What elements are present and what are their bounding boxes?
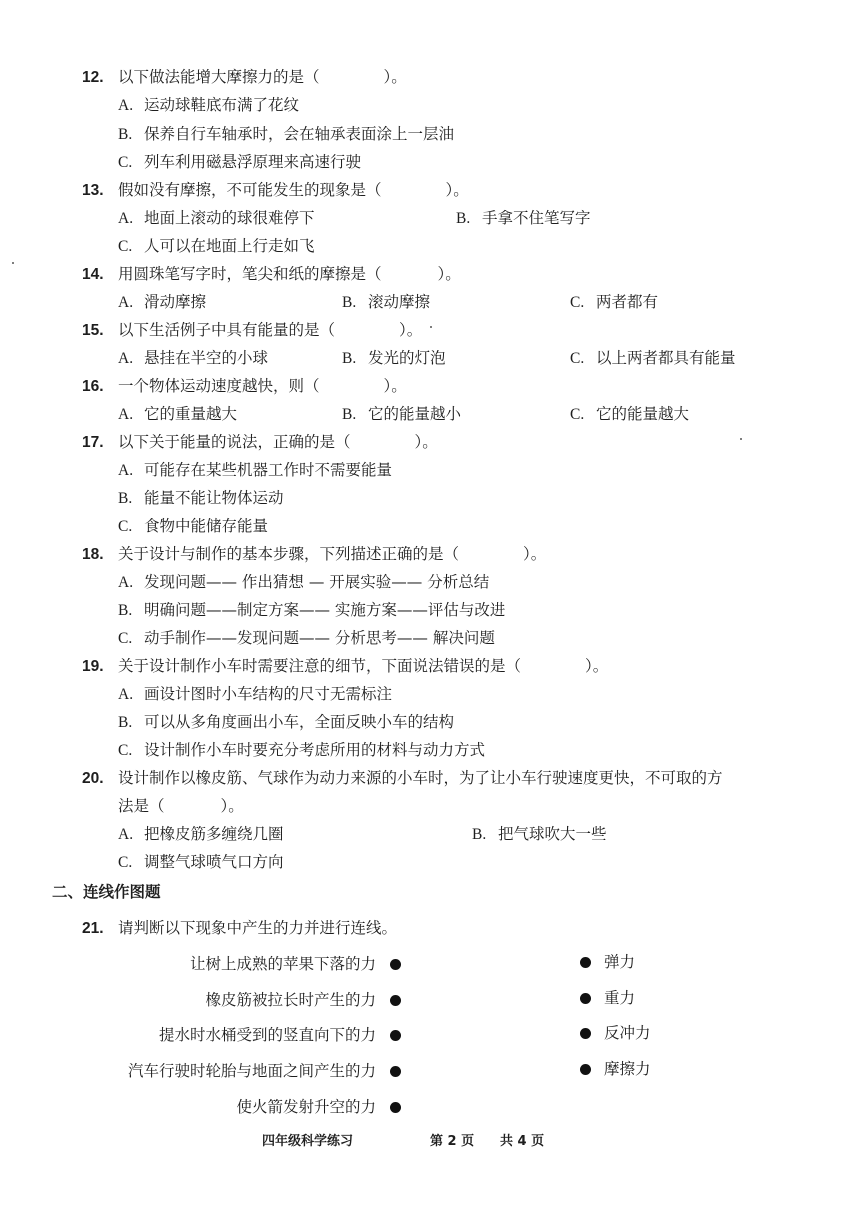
question-16: 16. 一个物体运动速度越快，则（ ）。 [82,377,407,395]
match-left-item: 汽车行驶时轮胎与地面之间产生的力 [127,1062,376,1080]
option-b: B. 手拿不住笔写字 [456,209,591,227]
footer-subject: 四年级科学练习 [262,1134,354,1149]
option-a: A. 滑动摩擦 [118,293,207,311]
option-a: A. 把橡皮筋多缠绕几圈 [118,825,284,843]
match-right-item: 反冲力 [604,1024,651,1042]
option-b: B. 能量不能让物体运动 [118,489,284,507]
question-number: 18. [82,546,104,563]
scan-speck [740,438,742,440]
option-b: B. 保养自行车轴承时，会在轴承表面涂上一层油 [118,125,455,143]
question-17: 17. 以下关于能量的说法，正确的是（ ）。 [82,433,438,451]
match-left-item: 让树上成熟的苹果下落的力 [189,955,376,973]
question-stem: 设计制作以橡皮筋、气球作为动力来源的小车时，为了让小车行驶速度更快，不可取的方 [118,769,723,787]
question-stem: 用圆珠笔写字时，笔尖和纸的摩擦是（ [118,265,382,283]
option-b: B. 把气球吹大一些 [472,825,607,843]
match-left-dot[interactable] [390,1066,401,1077]
match-left-item: 使火箭发射升空的力 [236,1098,376,1116]
question-stem: 以下关于能量的说法，正确的是（ [118,433,351,451]
option-a: A. 它的重量越大 [118,405,238,423]
option-b: B. 发光的灯泡 [342,349,446,367]
question-21 [82,918,397,939]
question-stem: 一个物体运动速度越快，则（ [118,377,320,395]
question-19: 19. 关于设计制作小车时需要注意的细节，下面说法错误的是（ ）。 [82,657,609,675]
option-c: C. 调整气球喷气口方向 [118,853,284,871]
match-left-dot[interactable] [390,995,401,1006]
option-c: C. 人可以在地面上行走如飞 [118,237,315,255]
option-a: A. 地面上滚动的球很难停下 [118,209,315,227]
option-a: A. 画设计图时小车结构的尺寸无需标注 [118,685,393,703]
match-left-item: 橡皮筋被拉长时产生的力 [205,991,376,1009]
question-stem: 关于设计制作小车时需要注意的细节，下面说法错误的是（ [118,657,522,675]
option-c: C. 食物中能储存能量 [118,517,269,535]
question-stem: 以下生活例子中具有能量的是（ [118,321,336,339]
question-number: 20. [82,770,104,787]
match-right-item: 摩擦力 [604,1060,651,1078]
option-c: C. 设计制作小车时要充分考虑所用的材料与动力方式 [118,741,486,759]
option-a: A. 发现问题—— 作出猜想 — 开展实验—— 分析总结 [118,573,490,591]
question-stem: 关于设计与制作的基本步骤，下列描述正确的是（ [118,545,460,563]
question-number: 19. [82,658,104,675]
question-number: 14. [82,266,104,283]
question-number: 13. [82,182,104,199]
footer-total-pages: 共 4 页 [500,1134,545,1149]
option-a: A. 悬挂在半空的小球 [118,349,269,367]
footer-page-number: 第 2 页 [430,1134,475,1149]
match-right-dot[interactable] [580,1064,591,1075]
question-number: 15. [82,322,104,339]
option-c: C. 列车利用磁悬浮原理来高速行驶 [118,153,362,171]
option-b: B. 可以从多角度画出小车，全面反映小车的结构 [118,713,455,731]
option-a: A. 运动球鞋底布满了花纹 [118,96,300,114]
match-left-dot[interactable] [390,1030,401,1041]
question-stem: 请判断以下现象中产生的力并进行连线。 [118,919,398,937]
option-b: B. 明确问题——制定方案—— 实施方案——评估与改进 [118,601,506,619]
question-20 [82,768,723,789]
match-left-item: 提水时水桶受到的竖直向下的力 [158,1026,376,1044]
match-right-dot[interactable] [580,957,591,968]
option-c: C. 动手制作——发现问题—— 分析思考—— 解决问题 [118,629,495,647]
question-number: 21. [82,920,104,937]
question-12: 12. 以下做法能增大摩擦力的是（ ）。 [82,68,407,86]
scan-speck [12,262,14,264]
match-right-item: 重力 [604,989,636,1007]
scan-speck [430,326,432,328]
question-stem: 假如没有摩擦，不可能发生的现象是（ [118,181,382,199]
option-c: C. 两者都有 [570,293,659,311]
option-c: C. 它的能量越大 [570,405,690,423]
question-stem: 以下做法能增大摩擦力的是（ [118,68,320,86]
option-a: A. 可能存在某些机器工作时不需要能量 [118,461,393,479]
option-b: B. 它的能量越小 [342,405,462,423]
question-20-line2: 法是（ ）。 [118,797,244,815]
question-number: 12. [82,69,104,86]
option-b: B. 滚动摩擦 [342,293,431,311]
question-number: 16. [82,378,104,395]
question-13: 13. 假如没有摩擦，不可能发生的现象是（ ）。 [82,181,469,199]
section-title: 二、连线作图题 [52,883,161,901]
question-15: 15. 以下生活例子中具有能量的是（ ）。 [82,321,423,339]
match-right-dot[interactable] [580,993,591,1004]
match-left-dot[interactable] [390,959,401,970]
question-number: 17. [82,434,104,451]
match-left-dot[interactable] [390,1102,401,1113]
match-right-dot[interactable] [580,1028,591,1039]
match-right-item: 弹力 [604,953,636,971]
question-18: 18. 关于设计与制作的基本步骤，下列描述正确的是（ ）。 [82,545,547,563]
question-14: 14. 用圆珠笔写字时，笔尖和纸的摩擦是（ ）。 [82,265,461,283]
option-c: C. 以上两者都具有能量 [570,349,736,367]
